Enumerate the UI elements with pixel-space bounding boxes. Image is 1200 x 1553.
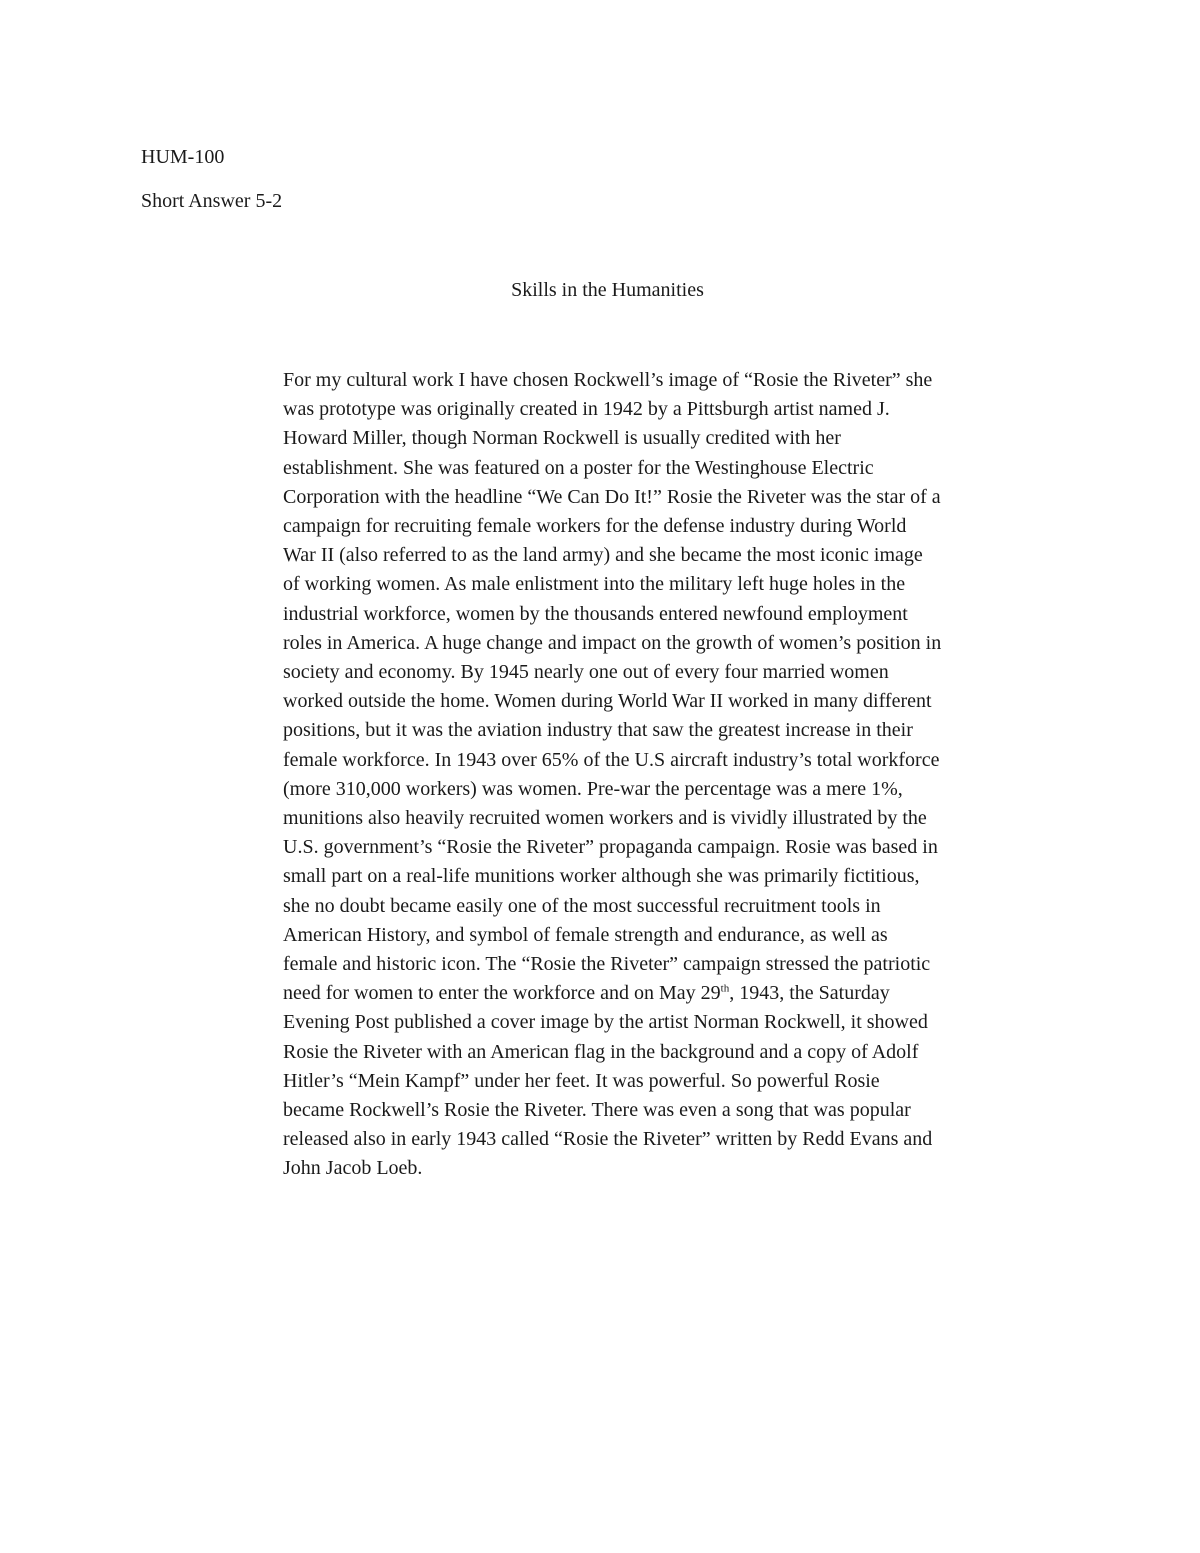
body-line: Corporation with the headline “We Can Do It!” Rosie the Riveter was the star of a [283, 485, 941, 508]
body-line: released also in early 1943 called “Rosie the Riveter” written by Redd Evans and [283, 1128, 933, 1151]
body-line: industrial workforce, women by the thousands entered newfound employment [283, 602, 908, 625]
body-line: was prototype was originally created in 1942 by a Pittsburgh artist named J. [283, 398, 890, 421]
assignment-name: Short Answer 5-2 [141, 190, 283, 212]
body-line: roles in America. A huge change and impact on the growth of women’s position in [283, 631, 942, 654]
body-line: munitions also heavily recruited women workers and is vividly illustrated by the [283, 807, 927, 830]
body-line: campaign for recruiting female workers for the defense industry during World [283, 515, 907, 538]
date-line-before: need for women to enter the workforce and on May 29 [283, 982, 721, 1005]
date-ordinal-suffix: th [720, 982, 730, 995]
course-code: HUM-100 [141, 146, 225, 168]
body-line: establishment. She was featured on a poster for the Westinghouse Electric [283, 456, 874, 479]
body-line: society and economy. By 1945 nearly one out of every four married women [283, 661, 889, 684]
document-title: Skills in the Humanities [511, 279, 704, 301]
body-line: U.S. government’s “Rosie the Riveter” propaganda campaign. Rosie was based in [283, 836, 938, 859]
body-paragraph [283, 366, 1073, 1184]
body-line-date [283, 979, 1073, 1008]
body-line: became Rockwell’s Rosie the Riveter. There was even a song that was popular [283, 1099, 911, 1122]
body-line: Hitler’s “Mein Kampf” under her feet. It was powerful. So powerful Rosie [283, 1069, 880, 1092]
body-line: (more 310,000 workers) was women. Pre-war the percentage was a mere 1%, [283, 777, 903, 800]
body-line: American History, and symbol of female strength and endurance, as well as [283, 923, 888, 946]
body-line: For my cultural work I have chosen Rockwell’s image of “Rosie the Riveter” she [283, 369, 933, 391]
body-line: Howard Miller, though Norman Rockwell is usually credited with her [283, 427, 841, 450]
body-line: of working women. As male enlistment into the military left huge holes in the [283, 573, 906, 596]
body-line: Rosie the Riveter with an American flag in the background and a copy of Adolf [283, 1040, 919, 1063]
body-line: small part on a real-life munitions worker although she was primarily fictitious, [283, 865, 920, 888]
body-line: Evening Post published a cover image by the artist Norman Rockwell, it showed [283, 1011, 928, 1034]
date-line-after: , 1943, the Saturday [729, 982, 890, 1005]
body-line: worked outside the home. Women during World War II worked in many different [283, 690, 932, 713]
body-line: positions, but it was the aviation industry that saw the greatest increase in their [283, 719, 913, 742]
body-line: female and historic icon. The “Rosie the Riveter” campaign stressed the patriotic [283, 953, 931, 976]
body-line: she no doubt became easily one of the most successful recruitment tools in [283, 894, 881, 917]
body-line: female workforce. In 1943 over 65% of the U.S aircraft industry’s total workforce [283, 748, 940, 771]
body-line: War II (also referred to as the land army) and she became the most iconic image [283, 544, 923, 567]
body-line: John Jacob Loeb. [283, 1157, 423, 1180]
